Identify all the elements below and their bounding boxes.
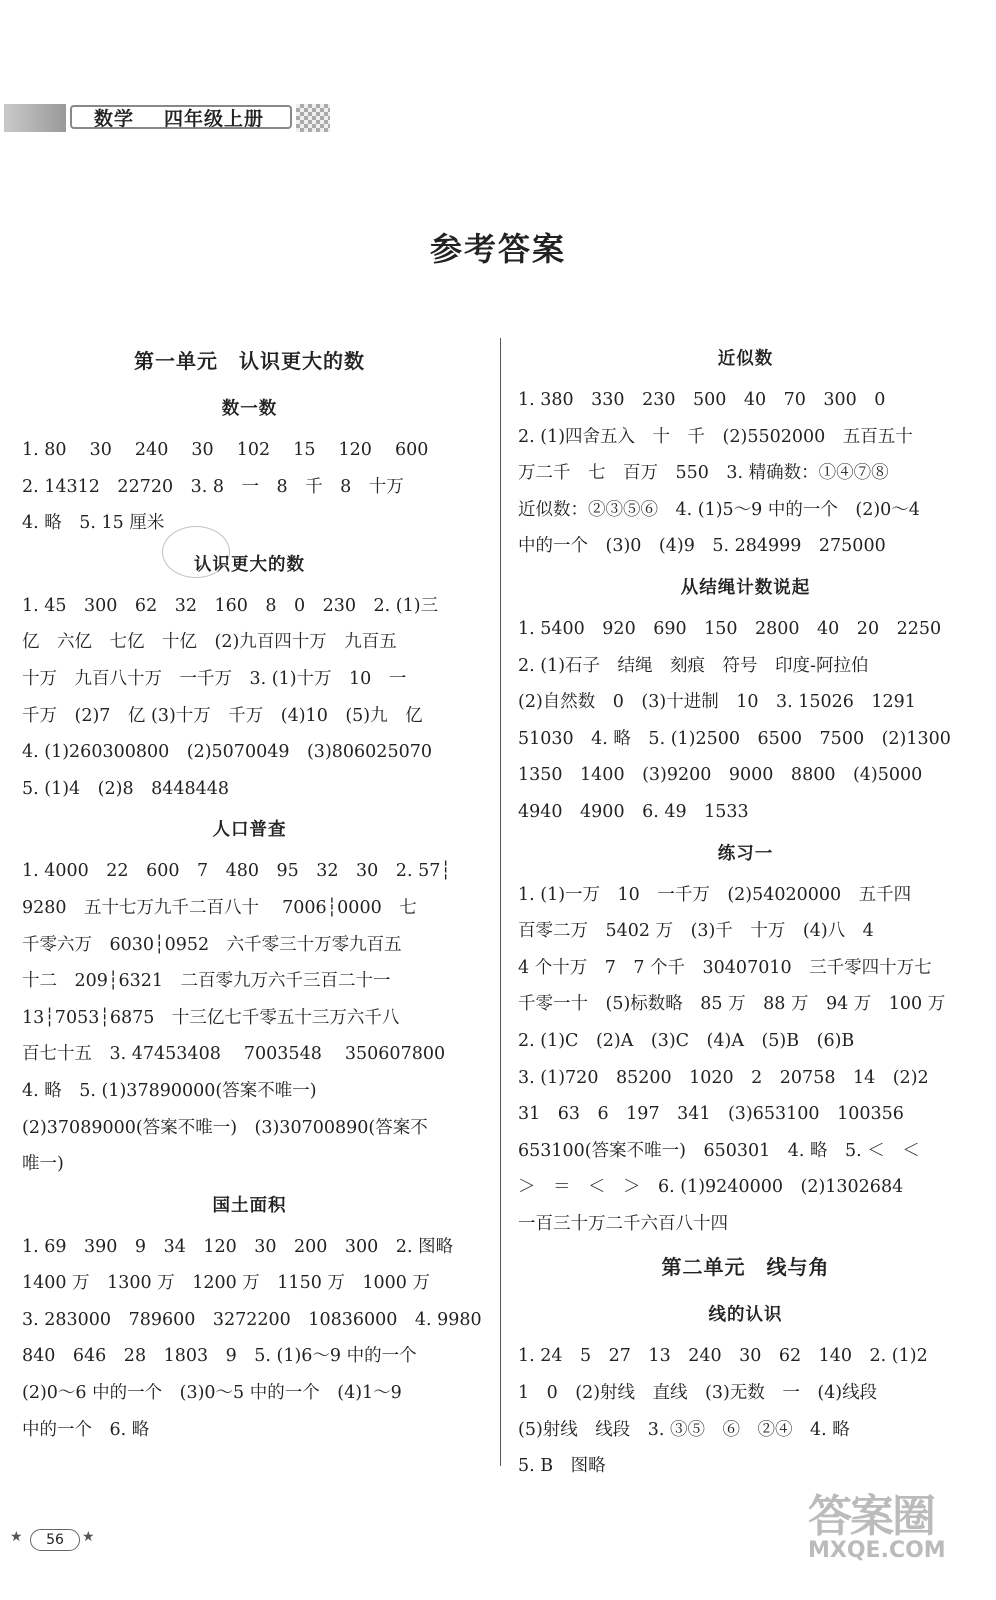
answer-line: 653100(答案不唯一) 650301 4. 略 5. ＜ ＜ (518, 1140, 920, 1161)
header-band (4, 104, 334, 132)
answer-line: 31 63 6 197 341 (3)653100 100356 (518, 1104, 904, 1125)
answer-line: 2. (1)四舍五入 十 千 (2)5502000 五百五十 (518, 426, 913, 447)
section-heading: 人口普查 (212, 820, 287, 841)
answer-line: 3. 283000 789600 3272200 10836000 4. 9980 (22, 1309, 482, 1330)
answer-line: 1. 4000 22 600 7 480 95 32 30 2. 57┆ (22, 861, 451, 882)
left-column (22, 336, 482, 1448)
page-number-badge (10, 1526, 95, 1554)
section-heading: 近似数 (717, 349, 774, 369)
answer-line: 1. 45 300 62 32 160 8 0 230 2. (1)三 (22, 595, 439, 616)
column-divider (500, 338, 501, 1466)
answer-line: (2)0～6 中的一个 (3)0～5 中的一个 (4)1～9 (22, 1383, 402, 1404)
answer-line: 唯一) (22, 1154, 64, 1175)
star-icon: ★ (82, 1529, 95, 1545)
answer-line: ＞ ＝ ＜ ＞ 6. (1)9240000 (2)1302684 (518, 1177, 904, 1198)
answer-line: 百零二万 5402 万 (3)千 十万 (4)八 4 (518, 921, 874, 942)
watermark-url: MXQE.COM (808, 1538, 946, 1563)
unit-heading: 第二单元 线与角 (661, 1255, 830, 1280)
answer-line: 1350 1400 (3)9200 9000 8800 (4)5000 (518, 765, 923, 786)
answer-line: 5. B 图略 (518, 1456, 606, 1477)
section-heading: 练习一 (717, 843, 774, 864)
answer-line: 千万 (2)7 亿 (3)十万 千万 (4)10 (5)九 亿 (22, 705, 423, 726)
header-gradient-bar (4, 104, 66, 132)
answer-line: 中的一个 6. 略 (22, 1419, 150, 1440)
watermark-logo-text: 答案圈 (808, 1491, 934, 1542)
answer-line: 1. 5400 920 690 150 2800 40 20 2250 (518, 618, 942, 639)
answer-line: 1 0 (2)射线 直线 (3)无数 一 (4)线段 (518, 1383, 878, 1404)
header-checker-pattern (296, 104, 330, 132)
header-label (70, 105, 292, 129)
section-heading: 数一数 (221, 399, 278, 419)
answer-line: 2. 14312 22720 3. 8 一 8 千 8 十万 (22, 476, 404, 497)
answer-line: 近似数：②③⑤⑥ 4. (1)5～9 中的一个 (2)0～4 (518, 499, 920, 520)
section-heading: 认识更大的数 (194, 554, 305, 575)
answer-line: 3. (1)720 85200 1020 2 20758 14 (2)2 (518, 1067, 929, 1088)
answer-line: 51030 4. 略 5. (1)2500 6500 7500 (2)1300 (518, 728, 951, 749)
answer-line: (2)37089000(答案不唯一) (3)30700890(答案不 (22, 1117, 428, 1138)
answer-line: 十万 九百八十万 一千万 3. (1)十万 10 一 (22, 668, 407, 689)
answer-line: 1400 万 1300 万 1200 万 1150 万 1000 万 (22, 1273, 430, 1294)
answer-line: 亿 六亿 七亿 十亿 (2)九百四十万 九百五 (22, 632, 397, 653)
section-heading: 从结绳计数说起 (680, 577, 811, 598)
right-column (518, 336, 973, 1485)
section-heading: 线的认识 (708, 1305, 783, 1326)
answer-line: 4. 略 5. 15 厘米 (22, 513, 165, 534)
answer-line: 4 个十万 7 7 个千 30407010 三千零四十万七 (518, 957, 932, 978)
answer-line: 4940 4900 6. 49 1533 (518, 801, 749, 822)
answer-line: 5. (1)4 (2)8 8448448 (22, 778, 230, 799)
answer-line: 9280 五十七万九千二百八十 7006┆0000 七 (22, 897, 417, 918)
answer-line: (2)自然数 0 (3)十进制 10 3. 15026 1291 (518, 692, 916, 713)
star-icon: ★ (10, 1529, 23, 1545)
stamp-seal (162, 526, 230, 578)
watermark-logo (808, 1480, 978, 1580)
answer-line: 百七十五 3. 47453408 7003548 350607800 (22, 1044, 446, 1065)
answer-line: 1. (1)一万 10 一千万 (2)54020000 五千四 (518, 884, 912, 905)
page-number: 56 (30, 1529, 80, 1551)
answer-line: 中的一个 (3)0 (4)9 5. 284999 275000 (518, 536, 886, 557)
section-heading: 国土面积 (212, 1195, 287, 1216)
answer-line: 1. 80 30 240 30 102 15 120 600 (22, 440, 429, 460)
answer-line: 万二千 七 百万 550 3. 精确数：①④⑦⑧ (518, 463, 889, 484)
answer-line: 4. 略 5. (1)37890000(答案不唯一) (22, 1080, 317, 1101)
answer-line: 1. 380 330 230 500 40 70 300 0 (518, 390, 886, 410)
answer-line: 一百三十万二千六百八十四 (518, 1213, 728, 1234)
answer-line: (5)射线 线段 3. ③⑤ ⑥ ②④ 4. 略 (518, 1419, 850, 1440)
header-subject: 数学 (94, 108, 135, 130)
answer-line: 1. 69 390 9 34 120 30 200 300 2. 图略 (22, 1236, 454, 1257)
unit-heading: 第一单元 认识更大的数 (134, 349, 365, 373)
answer-line: 十二 209┆6321 二百零九万六千三百二十一 (22, 971, 391, 992)
answer-line: 840 646 28 1803 9 5. (1)6～9 中的一个 (22, 1346, 417, 1367)
answer-line: 1. 24 5 27 13 240 30 62 140 2. (1)2 (518, 1346, 928, 1367)
answer-line: 4. (1)260300800 (2)5070049 (3)806025070 (22, 742, 432, 763)
answer-line: 千零一十 (5)标数略 85 万 88 万 94 万 100 万 (518, 994, 946, 1015)
page-title: 参考答案 (429, 230, 566, 268)
answer-line: 2. (1)C (2)A (3)C (4)A (5)B (6)B (518, 1030, 855, 1051)
answer-line: 13┆7053┆6875 十三亿七千零五十三万六千八 (22, 1007, 400, 1028)
answer-line: 2. (1)石子 结绳 刻痕 符号 印度-阿拉伯 (518, 655, 869, 676)
answer-line: 千零六万 6030┆0952 六千零三十万零九百五 (22, 934, 402, 955)
header-grade: 四年级上册 (164, 108, 265, 130)
